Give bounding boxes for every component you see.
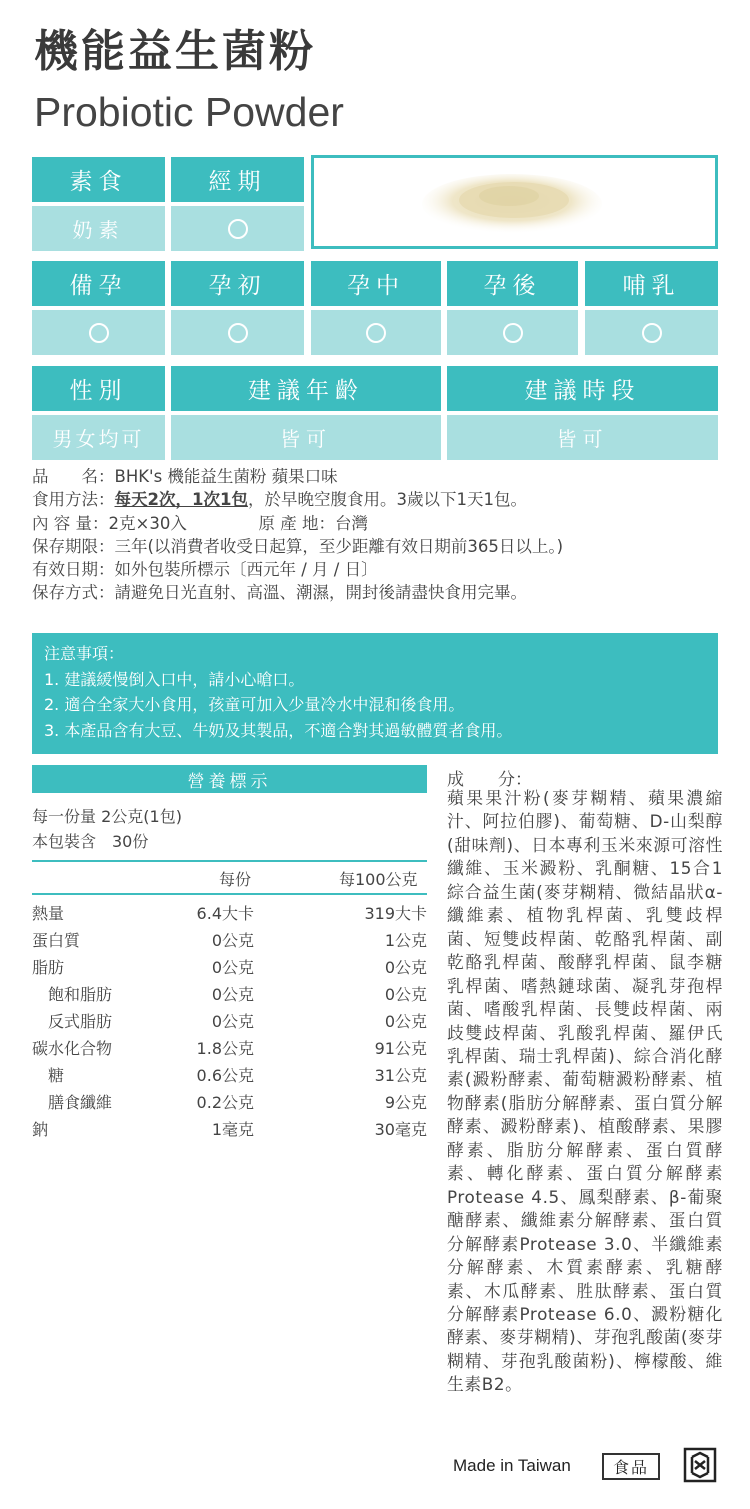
info-label: 食用方法 [32,490,98,510]
info-label: 有效日期 [32,560,98,580]
info-value: 請避免日光直射、高溫、潮濕，開封後請盡快食用完畢。 [114,583,527,603]
nutrition-row [32,1117,427,1144]
nutrient-name: 脂肪 [32,958,65,977]
nutrient-name: 飽和脂肪 [32,985,113,1004]
check-circle-icon [228,323,248,343]
nutrient-name: 反式脂肪 [32,1012,113,1031]
nutrient-name: 蛋白質 [32,931,81,950]
info-value: ，於早晚空腹食用。3歲以下1天1包。 [247,490,527,510]
info-value: 如外包裝所標示〔西元年 / 月 / 日〕 [114,560,378,580]
gender-label: 性別 [32,366,165,411]
age-value: 皆可 [171,415,441,460]
info-value: 台灣 [335,513,368,533]
nutrition-row [32,1090,427,1117]
nutrient-per100: 1公克 [384,931,427,950]
gender-value: 男女均可 [32,415,165,460]
nutrition-servings-per: 本包裝含 30份 [32,832,149,851]
notice-title: 注意事項： [44,644,125,663]
nutrient-per: 0公克 [211,931,254,950]
nutrition-divider [32,893,427,895]
stage-late-label: 孕後 [447,261,578,306]
page-title-zh: 機能益生菌粉 [34,26,316,77]
nutrient-per100: 0公克 [384,958,427,977]
stage-early-value [171,310,304,355]
nutrient-name: 碳水化合物 [32,1039,113,1058]
veg-value: 奶素 [32,206,165,251]
info-shelf-row: 保存期限：三年(以消費者收受日起算，至少距離有效日期前365日以上。) [32,536,564,556]
nutrient-name: 鈉 [32,1120,49,1139]
nutrient-per100: 319大卡 [364,904,427,923]
stage-prepare-value [32,310,165,355]
period-value [171,206,304,251]
recycle-icon [683,1447,717,1483]
info-label: 保存方式 [32,583,98,603]
info-value: BHK's 機能益生菌粉 蘋果口味 [114,467,338,486]
check-circle-icon [642,323,662,343]
nutrition-row [32,1036,427,1063]
made-in-taiwan: Made in Taiwan [453,1456,571,1475]
nutrient-per: 0公克 [211,985,254,1004]
nutrient-per: 1毫克 [211,1120,254,1139]
nutrition-row [32,928,427,955]
page-title-en: Probiotic Powder [34,89,344,135]
nutrition-row [32,955,427,982]
time-value: 皆可 [447,415,718,460]
nutrient-per: 0公克 [211,958,254,977]
period-label: 經期 [171,157,304,202]
info-value: 2克×30入 [108,513,187,533]
notice-box [32,633,718,754]
nutrient-per: 6.4大卡 [196,904,254,923]
check-circle-icon [228,219,248,239]
nutrition-divider [32,860,427,862]
info-content-row: 內 容 量：2克×30入 原 產 地：台灣 [32,512,563,535]
stage-prepare-label: 備孕 [32,261,165,306]
info-usage-row: 食用方法：每天2次，1次1包，於早晚空腹食用。3歲以下1天1包。 [32,490,527,510]
info-value: 三年(以消費者收受日起算，至少距離有效日期前365日以上。) [114,536,564,556]
check-circle-icon [89,323,109,343]
ingredients-title: 成 分： [447,770,532,790]
nutrition-title: 營養標示 [32,765,427,793]
info-expiry-row: 有效日期：如外包裝所標示〔西元年 / 月 / 日〕 [32,560,378,580]
info-value-emphasis: 每天2次，1次1包 [114,490,248,510]
nutrient-per: 0公克 [211,1012,254,1031]
notice-item: 3. 本產品含有大豆、牛奶及其製品，不適合對其過敏體質者食用。 [44,720,513,740]
info-name-row: 品 名：BHK's 機能益生菌粉 蘋果口味 [32,467,338,486]
nutrient-per100: 9公克 [384,1093,427,1112]
stage-nursing-label: 哺乳 [585,261,718,306]
nutrition-row [32,1009,427,1036]
nutrient-per: 0.6公克 [196,1066,254,1085]
age-label: 建議年齡 [171,366,441,411]
powder-image [311,155,718,249]
time-label: 建議時段 [447,366,718,411]
stage-late-value [447,310,578,355]
nutrient-per100: 91公克 [374,1039,427,1058]
nutrition-row [32,982,427,1009]
nutrition-row [32,901,427,928]
notice-item: 1. 建議緩慢倒入口中，請小心嗆口。 [44,669,305,689]
nutrient-per100: 31公克 [374,1066,427,1085]
info-label: 保存期限 [32,536,98,556]
nutrition-col-per: 每份 [219,870,252,889]
info-label: 內 容 量 [32,513,92,533]
stage-mid-value [311,310,441,355]
product-info [32,465,563,605]
info-label: 原 產 地 [258,513,319,533]
nutrient-per100: 30毫克 [374,1120,427,1139]
info-label: 品 名 [32,467,98,486]
nutrient-name: 膳食纖維 [32,1093,113,1112]
nutrient-per: 1.8公克 [196,1039,254,1058]
check-circle-icon [503,323,523,343]
nutrition-serving: 每一份量 2公克(1包) [32,807,182,826]
info-storage-row: 保存方式：請避免日光直射、高溫、潮濕，開封後請盡快食用完畢。 [32,583,527,603]
food-mark: 食品 [602,1453,660,1480]
nutrient-name: 糖 [32,1066,65,1085]
check-circle-icon [366,323,386,343]
nutrient-per: 0.2公克 [196,1093,254,1112]
stage-nursing-value [585,310,718,355]
nutrient-per100: 0公克 [384,1012,427,1031]
nutrition-row [32,1063,427,1090]
veg-label: 素食 [32,157,165,202]
stage-mid-label: 孕中 [311,261,441,306]
ingredients-text: 蘋果果汁粉(麥芽糊精、蘋果濃縮汁、阿拉伯膠)、葡萄糖、D-山梨醇(甜味劑)、日本專利玉米來源可溶性纖維、玉米澱粉、乳酮糖、15合1綜合益生菌(麥芽糊精、微結晶狀α-纖維素、植物乳桿菌、乳雙歧桿菌、短雙歧桿菌、乾酪乳桿菌、副乾酪乳桿菌、酸酵乳桿菌、鼠李糖乳桿菌、嗜熱鏈球菌、凝乳芽孢桿菌、嗜酸乳桿菌、長雙歧桿菌、兩歧雙歧桿菌、乳酸乳桿菌、羅伊氏乳桿菌、瑞士乳桿菌)、綜合消化酵素(澱粉酵素、葡萄糖澱粉酵素、植物酵素(脂肪分解酵素、蛋白質分解酵素、澱粉酵素)、植酸酵素、果膠酵素、脂肪分解酵素、蛋白質酵素、轉化酵素、蛋白質分解酵素Protease 4.5、鳳梨酵素、β-葡聚醣酵素、纖維素分解酵素、蛋白質分解酵素Protease 3.0、半纖維素分解酵素、木質素酵素、乳糖酵素、木瓜酵素、胜肽酵素、蛋白質分解酵素Protease 6.0、澱粉糖化酵素、麥芽糊精)、芽孢乳酸菌(麥芽糊精、芽孢乳酸菌粉)、檸檬酸、維生素B2。 [447,788,723,1395]
nutrient-name: 熱量 [32,904,65,923]
nutrient-per100: 0公克 [384,985,427,1004]
nutrition-col-100: 每100公克 [339,870,418,889]
powder-pile-icon [314,158,715,246]
notice-item: 2. 適合全家大小食用，孩童可加入少量冷水中混和後食用。 [44,695,465,714]
stage-early-label: 孕初 [171,261,304,306]
